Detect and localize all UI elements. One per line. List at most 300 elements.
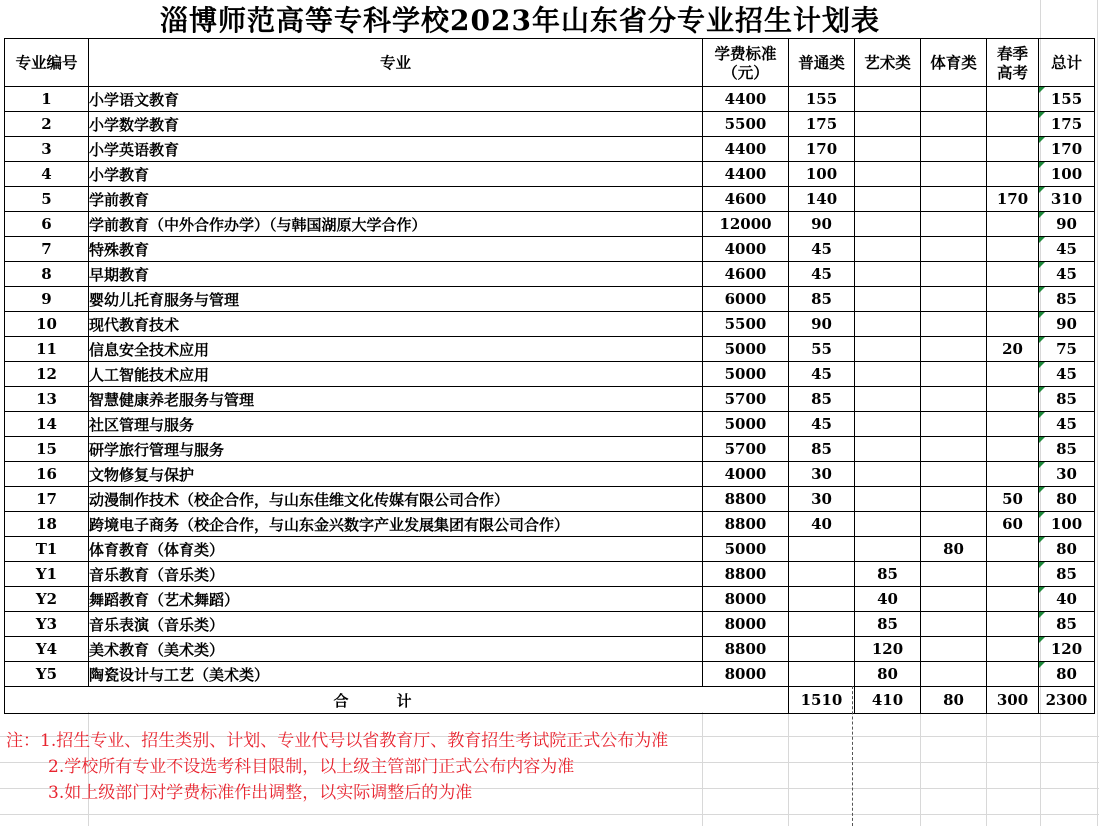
cell-spring[interactable] — [987, 662, 1039, 687]
cell-major-text: 早期教育 — [89, 265, 150, 284]
cell-art[interactable] — [855, 287, 921, 312]
cell-general-text: 90 — [811, 315, 832, 333]
cell-art[interactable] — [855, 512, 921, 537]
grid-line — [920, 712, 921, 826]
cell-spring[interactable] — [987, 137, 1039, 162]
cell-code[interactable] — [5, 437, 89, 462]
cell-code-text: 8 — [41, 265, 52, 283]
cell-total[interactable] — [1039, 112, 1095, 137]
cell-total[interactable] — [1039, 637, 1095, 662]
cell-art-text: 85 — [877, 565, 898, 583]
cell-code[interactable] — [5, 412, 89, 437]
cell-general[interactable] — [789, 162, 855, 187]
header-major[interactable]: 专业 — [89, 39, 703, 87]
cell-total-text: 175 — [1050, 115, 1083, 133]
cell-code[interactable] — [5, 312, 89, 337]
cell-sports[interactable] — [921, 112, 987, 137]
cell-code[interactable] — [5, 237, 89, 262]
cell-major-text: 研学旅行管理与服务 — [89, 440, 225, 459]
cell-sports[interactable] — [921, 587, 987, 612]
cell-error-marker-icon — [1039, 462, 1045, 468]
cell-major[interactable] — [89, 412, 703, 437]
cell-major[interactable] — [89, 237, 703, 262]
cell-art[interactable] — [855, 112, 921, 137]
cell-general-text: 40 — [811, 515, 832, 533]
cell-fee[interactable] — [703, 137, 789, 162]
cell-sports[interactable] — [921, 187, 987, 212]
cell-art[interactable] — [855, 212, 921, 237]
header-total[interactable]: 总计 — [1039, 39, 1095, 87]
note-3[interactable]: 3.如上级部门对学费标准作出调整，以实际调整后的为准 — [48, 783, 473, 803]
cell-spring[interactable] — [987, 637, 1039, 662]
header-spring-line2: 高考 — [996, 62, 1028, 82]
cell-major[interactable] — [89, 612, 703, 637]
cell-total-text: 100 — [1050, 165, 1083, 183]
cell-art[interactable] — [855, 587, 921, 612]
cell-code-text: 15 — [36, 440, 57, 458]
header-general[interactable]: 普通类 — [789, 39, 855, 87]
cell-code[interactable] — [5, 662, 89, 687]
cell-sports[interactable] — [921, 137, 987, 162]
cell-general[interactable] — [789, 337, 855, 362]
cell-sports[interactable] — [921, 212, 987, 237]
cell-fee[interactable] — [703, 212, 789, 237]
cell-major[interactable] — [89, 362, 703, 387]
cell-art[interactable] — [855, 362, 921, 387]
cell-fee[interactable] — [703, 287, 789, 312]
cell-major-text: 音乐教育（音乐类） — [89, 565, 225, 584]
cell-sports[interactable] — [921, 162, 987, 187]
cell-spring[interactable] — [987, 537, 1039, 562]
cell-total-text: 90 — [1056, 315, 1077, 333]
cell-spring[interactable] — [987, 612, 1039, 637]
cell-spring-text: 20 — [1002, 340, 1023, 358]
cell-fee[interactable] — [703, 162, 789, 187]
cell-total-text: 80 — [1056, 540, 1077, 558]
cell-fee-text: 4400 — [724, 165, 767, 183]
cell-spring[interactable] — [987, 462, 1039, 487]
cell-general[interactable] — [789, 437, 855, 462]
cell-general[interactable] — [789, 187, 855, 212]
cell-art[interactable] — [855, 412, 921, 437]
cell-total[interactable] — [1039, 587, 1095, 612]
cell-code-text: 17 — [36, 490, 57, 508]
cell-total-text: 45 — [1056, 415, 1077, 433]
cell-general[interactable] — [789, 462, 855, 487]
cell-code[interactable] — [5, 612, 89, 637]
cell-total[interactable] — [1039, 512, 1095, 537]
totals-sports[interactable]: 80 — [921, 687, 987, 714]
cell-general[interactable] — [789, 487, 855, 512]
header-code[interactable]: 专业编号 — [5, 39, 89, 87]
cell-code-text: 18 — [36, 515, 57, 533]
cell-spring-text: 50 — [1002, 490, 1023, 508]
cell-total[interactable] — [1039, 262, 1095, 287]
header-art[interactable]: 艺术类 — [855, 39, 921, 87]
cell-general[interactable] — [789, 587, 855, 612]
cell-code[interactable] — [5, 387, 89, 412]
cell-major[interactable] — [89, 162, 703, 187]
cell-art[interactable] — [855, 487, 921, 512]
cell-major[interactable] — [89, 112, 703, 137]
cell-code-text: Y5 — [35, 665, 58, 683]
cell-art[interactable] — [855, 137, 921, 162]
cell-general[interactable] — [789, 387, 855, 412]
totals-total[interactable]: 2300 — [1039, 687, 1095, 714]
cell-total[interactable] — [1039, 387, 1095, 412]
cell-general[interactable] — [789, 612, 855, 637]
cell-major[interactable] — [89, 562, 703, 587]
cell-general-text: 175 — [805, 115, 838, 133]
cell-sports[interactable] — [921, 262, 987, 287]
table-row — [5, 362, 1095, 387]
cell-spring[interactable] — [987, 312, 1039, 337]
cell-code[interactable] — [5, 262, 89, 287]
table-row — [5, 262, 1095, 287]
cell-error-marker-icon — [1039, 487, 1045, 493]
cell-spring[interactable] — [987, 562, 1039, 587]
cell-fee[interactable] — [703, 437, 789, 462]
cell-general[interactable] — [789, 237, 855, 262]
cell-sports[interactable] — [921, 612, 987, 637]
cell-total-text: 75 — [1056, 340, 1077, 358]
cell-sports[interactable] — [921, 562, 987, 587]
cell-code-text: 14 — [36, 415, 57, 433]
cell-spring[interactable] — [987, 587, 1039, 612]
cell-total[interactable] — [1039, 662, 1095, 687]
cell-fee-text: 8800 — [724, 490, 767, 508]
cell-major[interactable] — [89, 137, 703, 162]
cell-major-text: 舞蹈教育（艺术舞蹈） — [89, 590, 240, 609]
cell-art[interactable] — [855, 187, 921, 212]
cell-major-text: 学前教育 — [89, 190, 150, 209]
cell-code[interactable] — [5, 187, 89, 212]
cell-total[interactable] — [1039, 212, 1095, 237]
cell-code[interactable] — [5, 537, 89, 562]
cell-total[interactable] — [1039, 87, 1095, 112]
cell-fee[interactable] — [703, 562, 789, 587]
cell-total-text: 45 — [1056, 265, 1077, 283]
cell-total[interactable] — [1039, 487, 1095, 512]
cell-sports[interactable] — [921, 537, 987, 562]
cell-code[interactable] — [5, 512, 89, 537]
cell-total[interactable] — [1039, 162, 1095, 187]
page-break-line — [852, 686, 853, 826]
cell-fee-text: 4000 — [724, 465, 767, 483]
table-row — [5, 112, 1095, 137]
cell-error-marker-icon — [1039, 637, 1045, 643]
cell-fee[interactable] — [703, 612, 789, 637]
cell-art-text: 120 — [871, 640, 904, 658]
cell-spring[interactable] — [987, 237, 1039, 262]
cell-code[interactable] — [5, 337, 89, 362]
cell-error-marker-icon — [1039, 362, 1045, 368]
cell-general[interactable] — [789, 637, 855, 662]
cell-error-marker-icon — [1039, 162, 1045, 168]
cell-sports[interactable] — [921, 312, 987, 337]
cell-sports[interactable] — [921, 412, 987, 437]
cell-art[interactable] — [855, 337, 921, 362]
cell-fee[interactable] — [703, 312, 789, 337]
cell-general[interactable] — [789, 412, 855, 437]
cell-major[interactable] — [89, 587, 703, 612]
cell-art[interactable] — [855, 437, 921, 462]
note-1[interactable]: 注：1.招生专业、招生类别、计划、专业代号以省教育厅、教育招生考试院正式公布为准 — [6, 731, 669, 751]
totals-label[interactable]: 合计 — [5, 687, 789, 714]
cell-major[interactable] — [89, 287, 703, 312]
cell-error-marker-icon — [1039, 512, 1045, 518]
cell-fee-text: 8800 — [724, 565, 767, 583]
cell-sports[interactable] — [921, 337, 987, 362]
cell-code[interactable] — [5, 287, 89, 312]
cell-code-text: Y1 — [35, 565, 58, 583]
cell-fee[interactable] — [703, 637, 789, 662]
cell-art[interactable] — [855, 537, 921, 562]
cell-code-text: 3 — [41, 140, 52, 158]
cell-general-text: 45 — [811, 365, 832, 383]
cell-major[interactable] — [89, 487, 703, 512]
cell-general[interactable] — [789, 537, 855, 562]
table-row — [5, 587, 1095, 612]
cell-art[interactable] — [855, 662, 921, 687]
cell-total[interactable] — [1039, 337, 1095, 362]
grid-line — [702, 712, 703, 826]
table-row — [5, 187, 1095, 212]
cell-sports[interactable] — [921, 437, 987, 462]
grid-line — [788, 712, 789, 826]
cell-code-text: Y2 — [35, 590, 58, 608]
cell-art[interactable] — [855, 462, 921, 487]
cell-major[interactable] — [89, 537, 703, 562]
cell-fee-text: 4400 — [724, 90, 767, 108]
cell-code[interactable] — [5, 637, 89, 662]
totals-art[interactable]: 410 — [855, 687, 921, 714]
cell-code[interactable] — [5, 487, 89, 512]
header-fee[interactable] — [703, 39, 789, 87]
cell-code-text: 9 — [41, 290, 52, 308]
cell-general[interactable] — [789, 562, 855, 587]
table-row — [5, 487, 1095, 512]
cell-art[interactable] — [855, 162, 921, 187]
cell-general[interactable] — [789, 262, 855, 287]
cell-general[interactable] — [789, 287, 855, 312]
cell-major-text: 信息安全技术应用 — [89, 340, 210, 359]
cell-spring[interactable] — [987, 212, 1039, 237]
cell-art[interactable] — [855, 387, 921, 412]
grid-line — [0, 814, 1099, 815]
cell-art[interactable] — [855, 237, 921, 262]
cell-major[interactable] — [89, 637, 703, 662]
cell-major[interactable] — [89, 387, 703, 412]
cell-code-text: 7 — [41, 240, 52, 258]
cell-total[interactable] — [1039, 612, 1095, 637]
cell-total[interactable] — [1039, 237, 1095, 262]
cell-code[interactable] — [5, 137, 89, 162]
cell-fee[interactable] — [703, 462, 789, 487]
cell-spring[interactable] — [987, 387, 1039, 412]
cell-total[interactable] — [1039, 362, 1095, 387]
cell-major-text: 美术教育（美术类） — [89, 640, 225, 659]
cell-error-marker-icon — [1039, 287, 1045, 293]
table-row — [5, 462, 1095, 487]
cell-spring[interactable] — [987, 337, 1039, 362]
totals-spring[interactable]: 300 — [987, 687, 1039, 714]
cell-fee[interactable] — [703, 412, 789, 437]
cell-fee[interactable] — [703, 362, 789, 387]
table-row — [5, 512, 1095, 537]
cell-total[interactable] — [1039, 562, 1095, 587]
cell-fee[interactable] — [703, 237, 789, 262]
cell-spring[interactable] — [987, 112, 1039, 137]
cell-total[interactable] — [1039, 187, 1095, 212]
cell-fee[interactable] — [703, 337, 789, 362]
cell-general[interactable] — [789, 362, 855, 387]
cell-major-text: 文物修复与保护 — [89, 465, 195, 484]
cell-spring[interactable] — [987, 512, 1039, 537]
table-row — [5, 212, 1095, 237]
header-row — [5, 39, 1095, 87]
cell-total[interactable] — [1039, 437, 1095, 462]
cell-spring[interactable] — [987, 162, 1039, 187]
cell-general[interactable] — [789, 87, 855, 112]
cell-sports[interactable] — [921, 87, 987, 112]
cell-total-text: 85 — [1056, 440, 1077, 458]
cell-fee[interactable] — [703, 537, 789, 562]
cell-fee[interactable] — [703, 662, 789, 687]
cell-major[interactable] — [89, 262, 703, 287]
cell-fee[interactable] — [703, 187, 789, 212]
cell-fee-text: 5500 — [724, 115, 767, 133]
cell-major-text: 音乐表演（音乐类） — [89, 615, 225, 634]
cell-general-text: 55 — [811, 340, 832, 358]
cell-general-text: 30 — [811, 490, 832, 508]
note-2[interactable]: 2.学校所有专业不设选考科目限制，以上级主管部门正式公布内容为准 — [48, 757, 575, 777]
cell-general[interactable] — [789, 512, 855, 537]
cell-general[interactable] — [789, 112, 855, 137]
header-fee-line1: 学费标准 — [714, 43, 777, 63]
cell-code[interactable] — [5, 212, 89, 237]
totals-row — [5, 687, 1095, 714]
totals-general[interactable]: 1510 — [789, 687, 855, 714]
cell-general[interactable] — [789, 137, 855, 162]
cell-major-text: 小学教育 — [89, 165, 150, 184]
cell-total-text: 85 — [1056, 290, 1077, 308]
cell-art[interactable] — [855, 612, 921, 637]
sheet-title[interactable]: 淄博师范高等专科学校2023年山东省分专业招生计划表 — [160, 4, 880, 37]
cell-major[interactable] — [89, 337, 703, 362]
cell-fee-text: 8000 — [724, 615, 767, 633]
cell-major-text: 现代教育技术 — [89, 315, 180, 334]
cell-code[interactable] — [5, 462, 89, 487]
cell-major[interactable] — [89, 187, 703, 212]
cell-spring[interactable] — [987, 262, 1039, 287]
cell-total[interactable] — [1039, 537, 1095, 562]
cell-fee[interactable] — [703, 387, 789, 412]
cell-sports[interactable] — [921, 637, 987, 662]
cell-code[interactable] — [5, 562, 89, 587]
cell-code[interactable] — [5, 162, 89, 187]
cell-major-text: 智慧健康养老服务与管理 — [89, 390, 255, 409]
cell-art[interactable] — [855, 637, 921, 662]
cell-spring[interactable] — [987, 437, 1039, 462]
cell-general[interactable] — [789, 212, 855, 237]
cell-spring[interactable] — [987, 362, 1039, 387]
cell-total-text: 80 — [1056, 665, 1077, 683]
cell-total[interactable] — [1039, 137, 1095, 162]
header-spring-line1: 春季 — [996, 43, 1028, 63]
cell-total[interactable] — [1039, 312, 1095, 337]
cell-spring[interactable] — [987, 187, 1039, 212]
cell-sports[interactable] — [921, 362, 987, 387]
cell-total-text: 90 — [1056, 215, 1077, 233]
cell-fee[interactable] — [703, 512, 789, 537]
cell-spring[interactable] — [987, 287, 1039, 312]
cell-major[interactable] — [89, 437, 703, 462]
cell-sports[interactable] — [921, 512, 987, 537]
table-row — [5, 337, 1095, 362]
cell-code[interactable] — [5, 112, 89, 137]
cell-art[interactable] — [855, 562, 921, 587]
cell-major[interactable] — [89, 662, 703, 687]
cell-sports[interactable] — [921, 287, 987, 312]
cell-major[interactable] — [89, 87, 703, 112]
cell-art[interactable] — [855, 87, 921, 112]
cell-fee[interactable] — [703, 112, 789, 137]
cell-total[interactable] — [1039, 462, 1095, 487]
cell-spring[interactable] — [987, 412, 1039, 437]
cell-sports[interactable] — [921, 462, 987, 487]
cell-fee[interactable] — [703, 87, 789, 112]
cell-total-text: 100 — [1050, 515, 1083, 533]
cell-major-text: 人工智能技术应用 — [89, 365, 210, 384]
cell-major[interactable] — [89, 512, 703, 537]
header-spring[interactable] — [987, 39, 1039, 87]
cell-major[interactable] — [89, 462, 703, 487]
cell-total[interactable] — [1039, 287, 1095, 312]
cell-code[interactable] — [5, 587, 89, 612]
cell-fee[interactable] — [703, 587, 789, 612]
cell-art[interactable] — [855, 312, 921, 337]
cell-code-text: 2 — [41, 115, 52, 133]
cell-general[interactable] — [789, 662, 855, 687]
cell-sports[interactable] — [921, 662, 987, 687]
cell-art[interactable] — [855, 262, 921, 287]
cell-total-text: 80 — [1056, 490, 1077, 508]
cell-major[interactable] — [89, 212, 703, 237]
cell-total[interactable] — [1039, 412, 1095, 437]
cell-fee-text: 5700 — [724, 440, 767, 458]
cell-code[interactable] — [5, 362, 89, 387]
cell-general-text: 45 — [811, 240, 832, 258]
cell-major-text: 小学英语教育 — [89, 140, 180, 159]
cell-major-text: 体育教育（体育类） — [89, 540, 225, 559]
cell-sports[interactable] — [921, 487, 987, 512]
header-sports[interactable]: 体育类 — [921, 39, 987, 87]
cell-spring[interactable] — [987, 487, 1039, 512]
cell-general-text: 85 — [811, 290, 832, 308]
cell-major[interactable] — [89, 312, 703, 337]
cell-spring[interactable] — [987, 87, 1039, 112]
cell-fee[interactable] — [703, 262, 789, 287]
cell-sports[interactable] — [921, 387, 987, 412]
cell-sports[interactable] — [921, 237, 987, 262]
cell-fee[interactable] — [703, 487, 789, 512]
cell-total-text: 310 — [1050, 190, 1083, 208]
cell-code[interactable] — [5, 87, 89, 112]
cell-general[interactable] — [789, 312, 855, 337]
cell-total-text: 155 — [1050, 90, 1083, 108]
cell-error-marker-icon — [1039, 437, 1045, 443]
